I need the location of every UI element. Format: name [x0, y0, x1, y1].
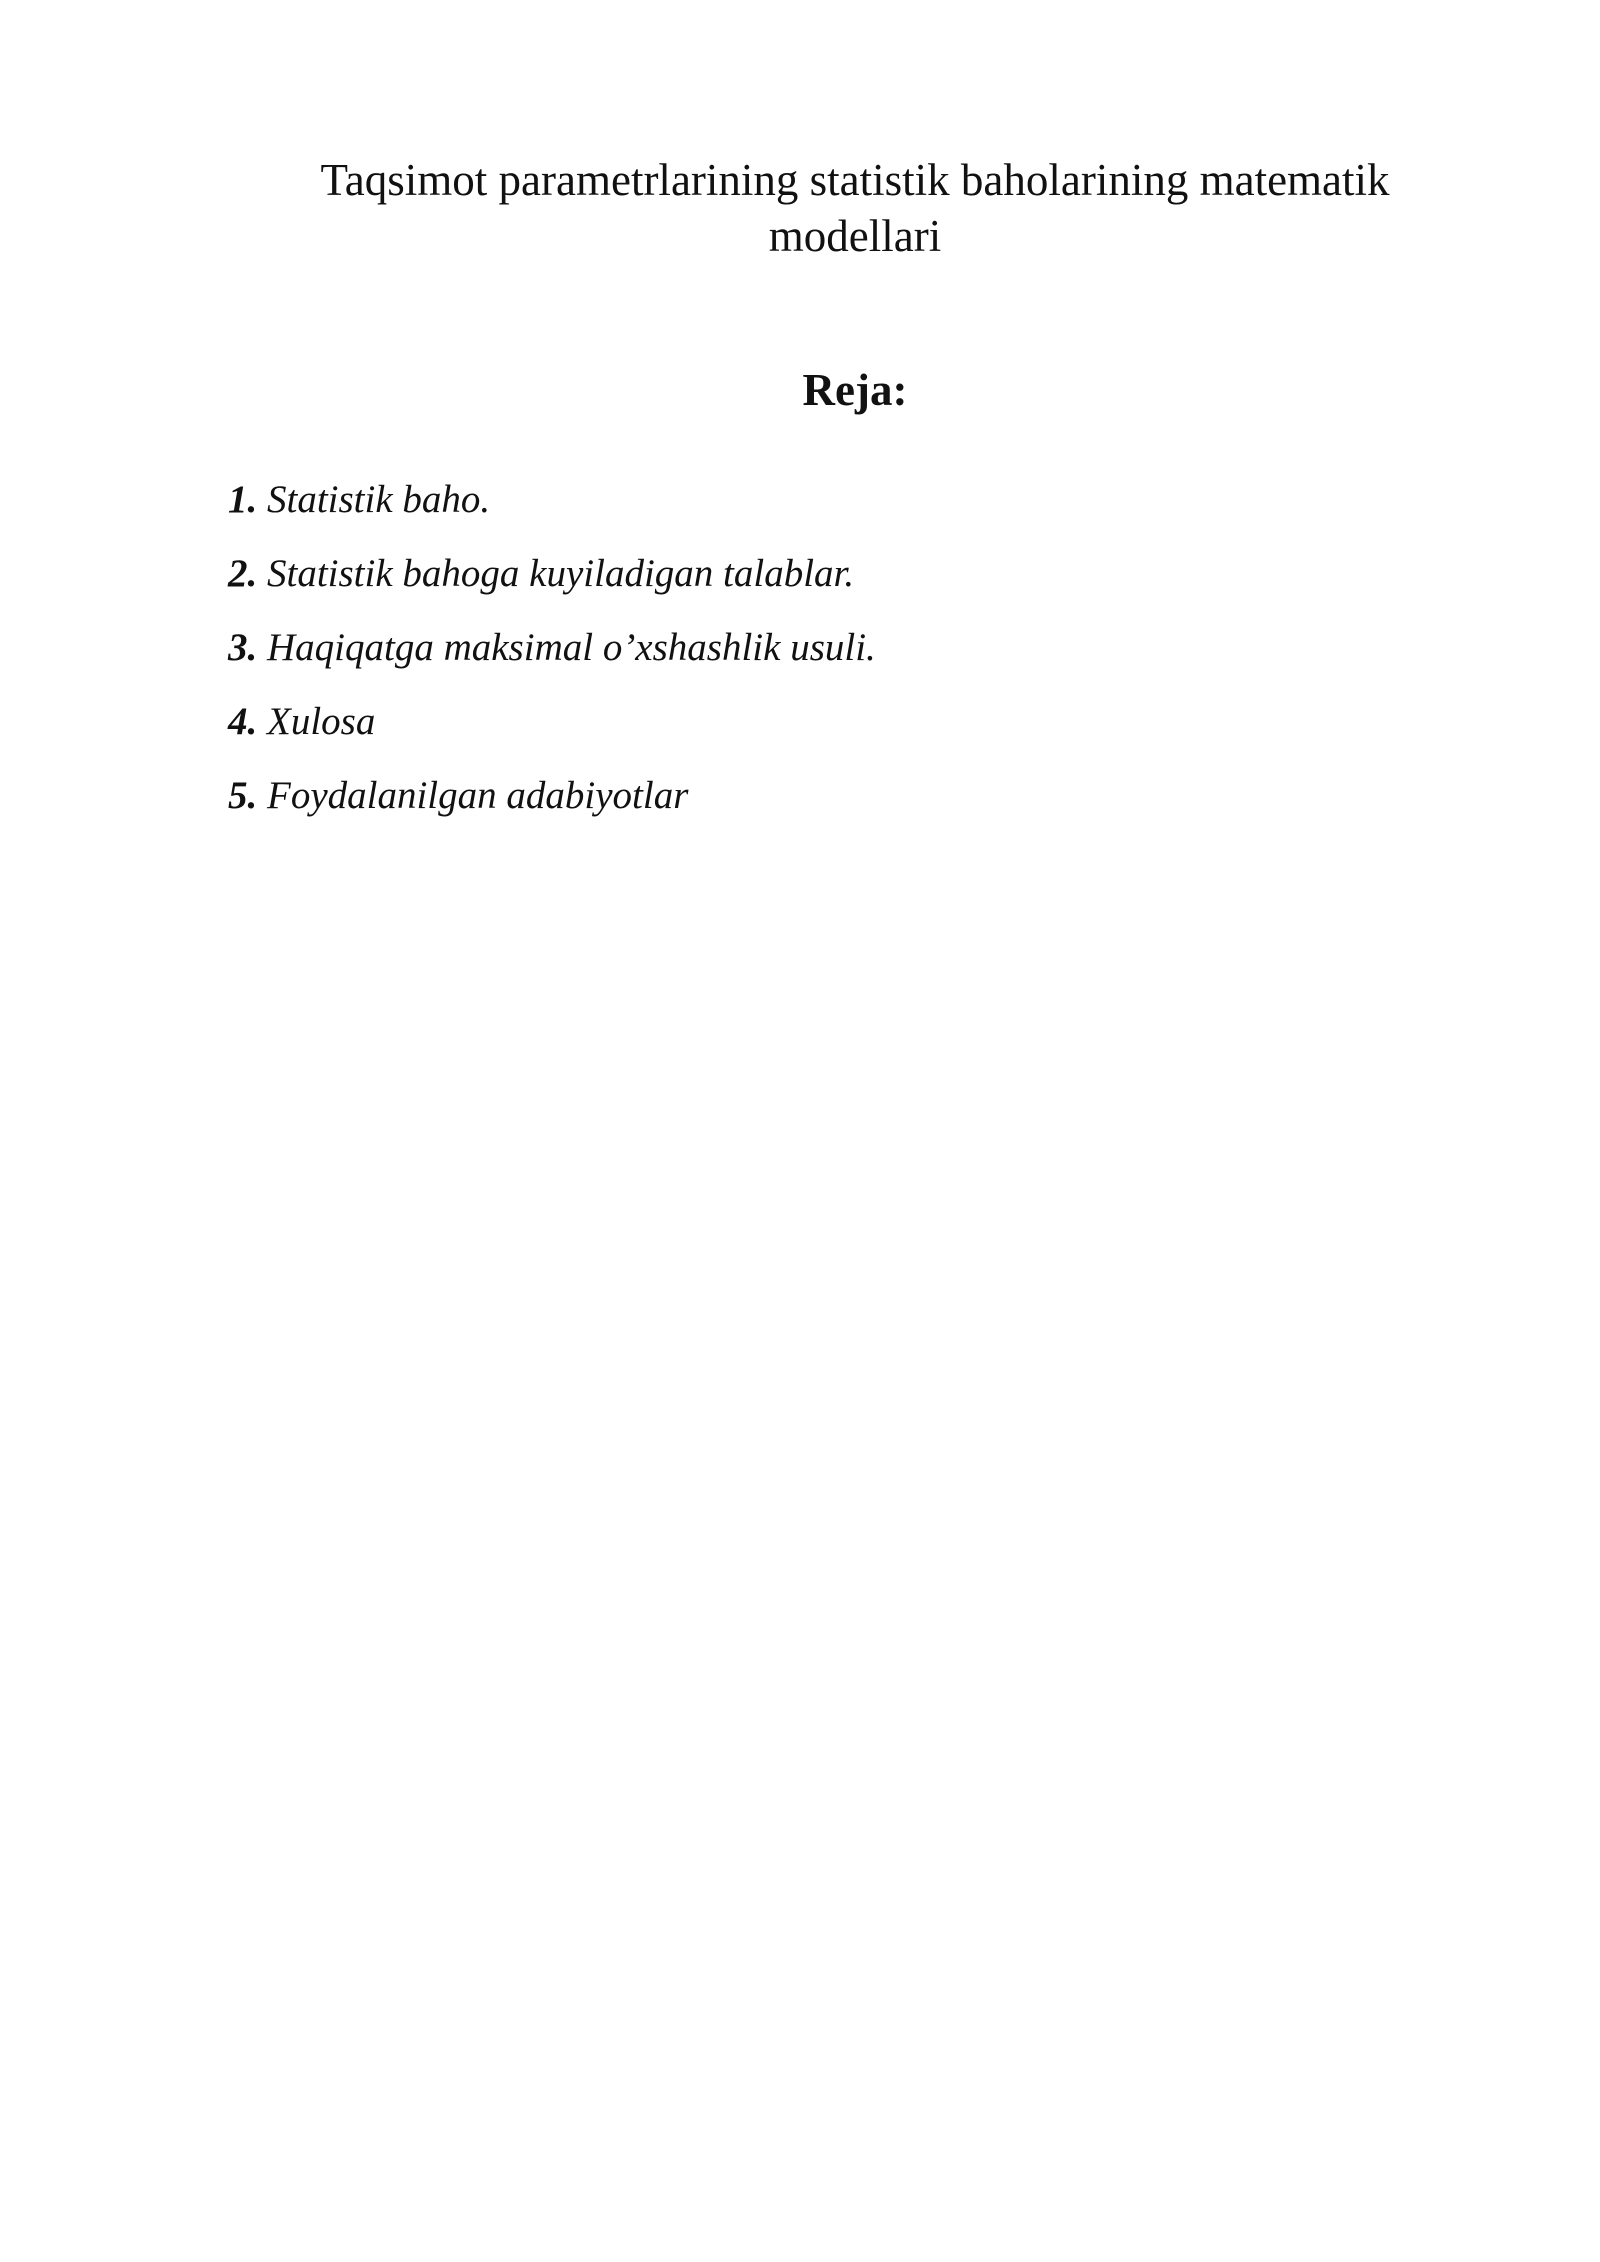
plan-item: [228, 546, 876, 620]
plan-item-text: Haqiqatga maksimal o’xshashlik usuli.: [267, 626, 876, 669]
plan-item-number: 3.: [228, 626, 258, 669]
plan-item-text: Statistik baho.: [267, 478, 491, 521]
document-title: Taqsimot parametrlarining statistik baholarining matematik modellari: [320, 155, 1390, 261]
plan-item-number: 1.: [228, 478, 258, 521]
plan-item-text: Foydalanilgan adabiyotlar: [267, 774, 689, 817]
plan-item: [228, 472, 876, 546]
plan-item-number: 4.: [228, 700, 258, 743]
plan-item-number: 5.: [228, 774, 258, 817]
plan-item-text: Xulosa: [267, 700, 376, 743]
plan-item: [228, 620, 876, 694]
plan-heading: Reja:: [802, 365, 908, 415]
plan-list: [228, 472, 876, 842]
plan-item-number: 2.: [228, 552, 258, 595]
plan-item: [228, 694, 876, 768]
plan-item: [228, 768, 876, 842]
plan-item-text: Statistik bahoga kuyiladigan talablar.: [267, 552, 855, 595]
